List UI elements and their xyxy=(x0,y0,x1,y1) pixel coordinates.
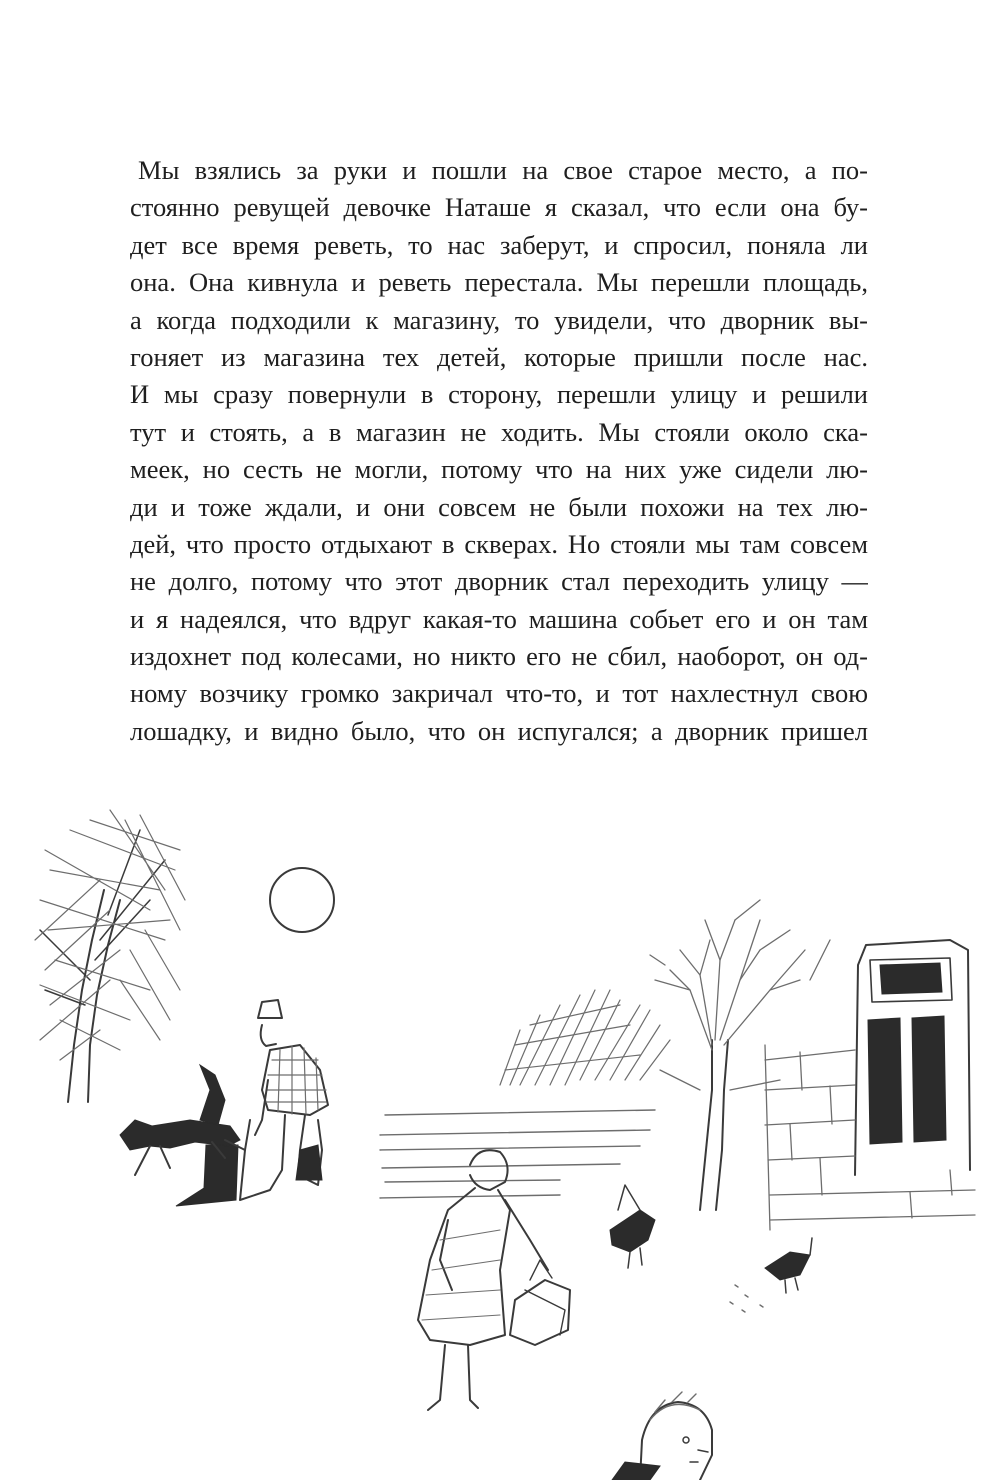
woman-figure-icon xyxy=(418,1150,570,1410)
hedge-icon xyxy=(500,990,670,1085)
text-line: ди и тоже ждали, и они совсем не были похожи на тех лю- xyxy=(130,491,868,522)
bird-icon xyxy=(730,1238,812,1312)
pencil-sketch-street-scene-icon xyxy=(0,790,1000,1480)
text-line: и я надеялся, что вдруг какая-то машина собьет его и он там xyxy=(130,603,868,634)
text-line: издохнет под колесами, но никто его не сбил, наоборот, он од- xyxy=(130,641,868,672)
street-lines-icon xyxy=(380,1110,655,1198)
text-line: И мы сразу повернули в сторону, перешли улицу и решили xyxy=(130,379,868,410)
building-icon xyxy=(765,940,975,1230)
body-paragraph xyxy=(130,152,868,750)
text-line: не долго, потому что этот дворник стал переходить улицу — xyxy=(130,566,868,597)
man-figure-icon xyxy=(176,1000,328,1206)
text-line: ному возчику громко закричал что-то, и тот нахлестнул свою xyxy=(130,678,868,709)
text-line: она. Она кивнула и реветь перестала. Мы перешли площадь, xyxy=(130,267,868,298)
text-line: а когда подходили к магазину, то увидели, что дворник вы- xyxy=(130,304,868,335)
bird-icon xyxy=(610,1185,655,1268)
boy-figure-icon xyxy=(612,1392,712,1480)
text-line: стоянно ревущей девочке Наташе я сказал, что если она бу- xyxy=(130,192,868,223)
text-line: тут и стоять, а в магазин не ходить. Мы стояли около ска- xyxy=(130,416,868,447)
text-line: дет все время реветь, то нас заберут, и спросил, поняла ли xyxy=(130,229,868,260)
bare-tree-icon xyxy=(650,900,830,1210)
left-tree-icon xyxy=(35,810,185,1102)
text-line: гоняет из магазина тех детей, которые пришли после нас. xyxy=(130,341,868,372)
text-line: Мы взялись за руки и пошли на свое старое место, а по- xyxy=(138,155,868,185)
text-line: дей, что просто отдыхают в скверах. Но стояли мы там совсем xyxy=(130,528,868,559)
sun-icon xyxy=(270,868,334,932)
text-line: меек, но сесть не могли, потому что на них уже сидели лю- xyxy=(130,454,868,485)
text-line: лошадку, и видно было, что он испугался; а дворник пришел xyxy=(130,715,868,746)
